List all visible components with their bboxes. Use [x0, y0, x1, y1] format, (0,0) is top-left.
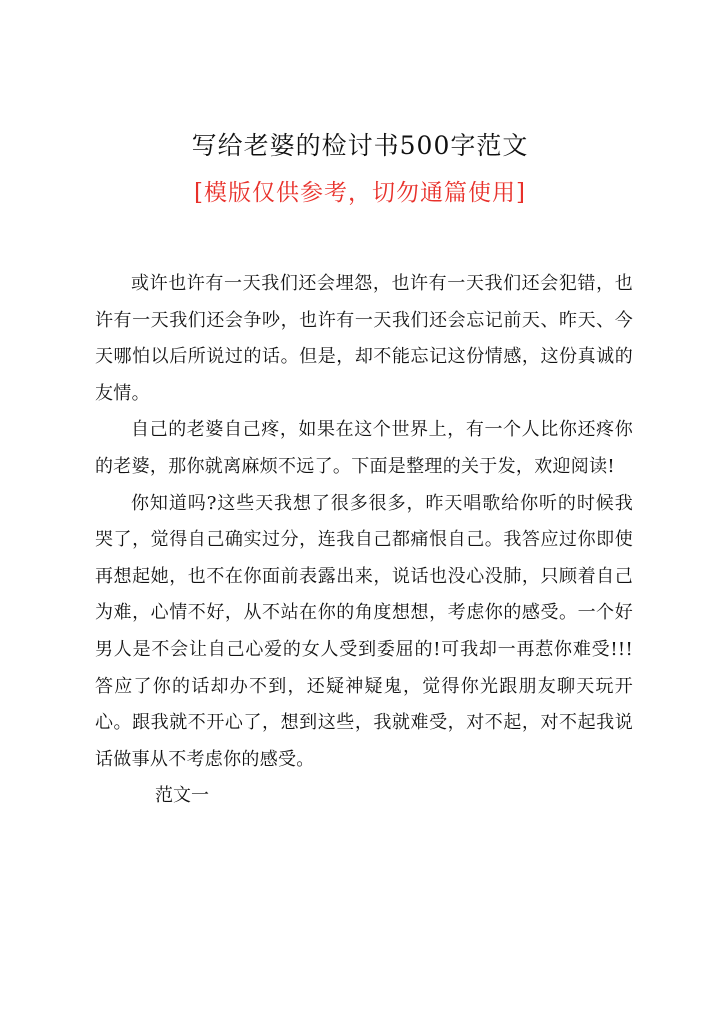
document-title: 写给老婆的检讨书500字范文: [191, 131, 529, 160]
document-body: [95, 266, 633, 815]
sample-label: 范文一: [155, 785, 209, 807]
paragraph-3: 你知道吗?这些天我想了很多很多，昨天唱歌给你听的时候我哭了，觉得自己确实过分，连我自己都痛恨自己。我答应过你即使再想起她，也不在你面前表露出来，说话也没心没肺，只顾着自己为难，心情不好，从不站在你的角度想想，考虑你的感受。一个好男人是不会让自己心爱的女人受到委屈的!可我却一再惹你难受!!!答应了你的话却办不到，还疑神疑鬼，觉得你光跟朋友聊天玩开心。跟我就不开心了，想到这些，我就难受，对不起，对不起我说话做事从不考虑你的感受。: [95, 492, 633, 770]
paragraph-1: 或许也许有一天我们还会埋怨，也许有一天我们还会犯错，也许有一天我们还会争吵，也许有一天我们还会忘记前天、昨天、今天哪怕以后所说过的话。但是，却不能忘记这份情感，这份真诚的友情。: [95, 273, 633, 404]
template-notice: [模版仅供参考，切勿通篇使用]: [194, 180, 526, 206]
paragraph-2: 自己的老婆自己疼，如果在这个世界上，有一个人比你还疼你的老婆，那你就离麻烦不远了。下面是整理的关于发，欢迎阅读!: [95, 419, 633, 477]
